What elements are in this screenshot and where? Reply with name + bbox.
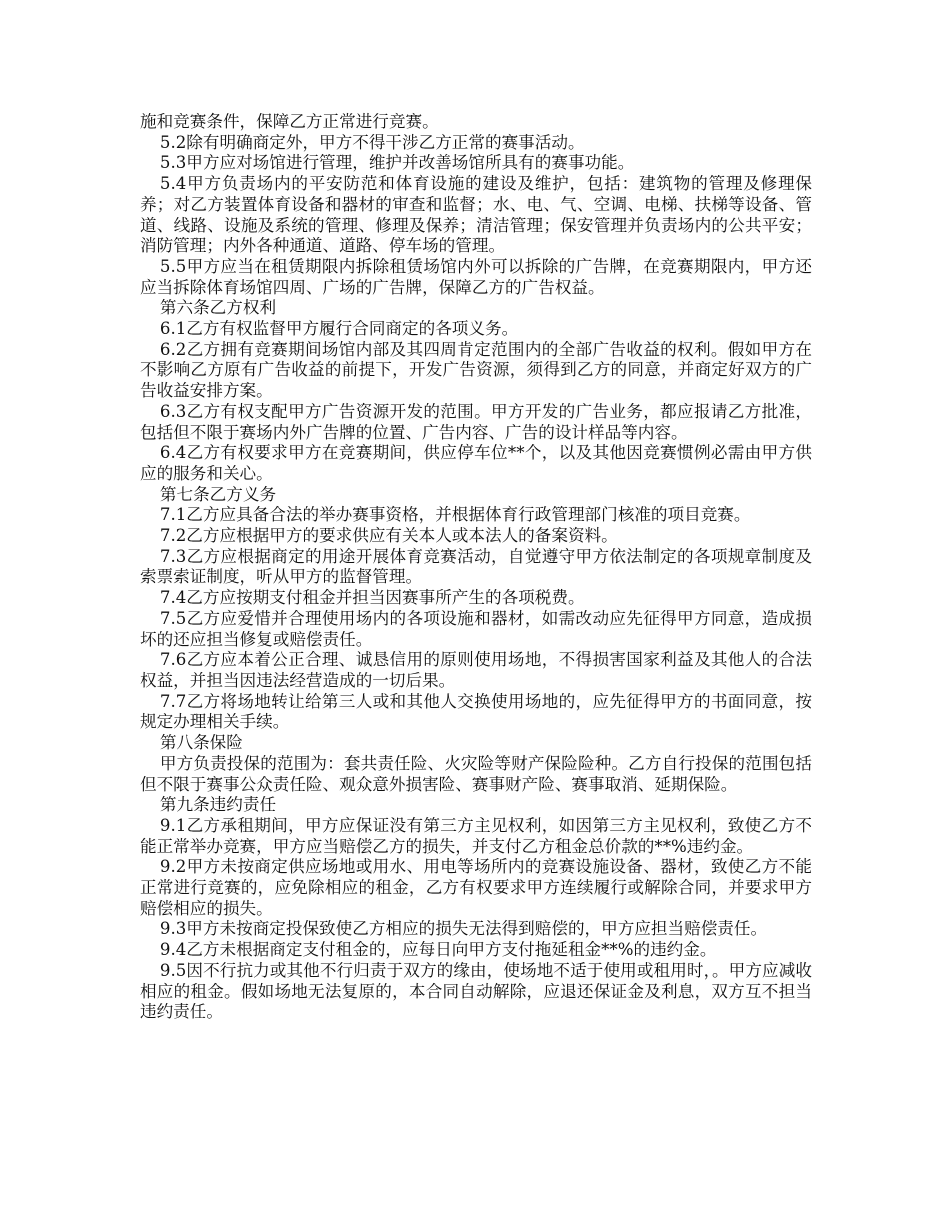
- paragraph-21: 9.1乙方承租期间，甲方应保证没有第三方主见权利，如因第三方主见权利，致使乙方不能正常举办竞赛，甲方应当赔偿乙方的损失，并支付乙方租金总价款的**%违约金。: [140, 815, 812, 856]
- paragraph-8: 6.3乙方有权支配甲方广告资源开发的范围。甲方开发的广告业务，都应报请乙方批准，包括但不限于赛场内外广告牌的位置、广告内容、广告的设计样品等内容。: [140, 401, 812, 442]
- paragraph-15: 7.5乙方应爱惜并合理使用场内的各项设施和器材，如需改动应先征得甲方同意，造成损坏的还应担当修复或赔偿责任。: [140, 608, 812, 649]
- paragraph-25: 9.5因不行抗力或其他不行归责于双方的缘由，使场地不适于使用或租用时，。甲方应减收相应的租金。假如场地无法复原的，本合同自动解除，应退还保证金及利息，双方互不担当违约责任。: [140, 960, 812, 1022]
- section-heading-9: 第九条违约责任: [159, 795, 277, 815]
- paragraph-11: 7.1乙方应具备合法的举办赛事资格，并根据体育行政管理部门核准的项目竞赛。: [159, 505, 751, 525]
- paragraph-16: 7.6乙方应本着公正合理、诚恳信用的原则使用场地，不得损害国家利益及其他人的合法权益，并担当因违法经营造成的一切后果。: [140, 650, 812, 690]
- paragraph-12: 7.2乙方应根据甲方的要求供应有关本人或本法人的备案资料。: [159, 526, 618, 546]
- paragraph-9: 6.4乙方有权要求甲方在竞赛期间，供应停车位**个，以及其他因竞赛惯例必需由甲方供应的服务和关心。: [140, 443, 812, 483]
- paragraph-19: 甲方负责投保的范围为：套共责任险、火灾险等财产保险险种。乙方自行投保的范围包括但不限于赛事公众责任险、观众意外损害险、赛事财产险、赛事取消、延期保险。: [140, 753, 812, 794]
- paragraph-24: 9.4乙方未根据商定支付租金的，应每日向甲方支付拖延租金**%的违约金。: [159, 940, 717, 960]
- paragraph-7: 6.2乙方拥有竞赛期间场馆内部及其四周肯定范围内的全部广告收益的权利。假如甲方在不影响乙方原有广告收益的前提下，开发广告资源，须得到乙方的同意，并商定好双方的广告收益安排方案。: [140, 339, 812, 401]
- paragraph-13: 7.3乙方应根据商定的用途开展体育竞赛活动，自觉遵守甲方依法制定的各项规章制度及索票索证制度，听从甲方的监督管理。: [140, 546, 812, 587]
- paragraph-4: 5.5甲方应当在租赁期限内拆除租赁场馆内外可以拆除的广告牌，在竞赛期限内，甲方还应当拆除体育场馆四周、广场的广告牌，保障乙方的广告权益。: [140, 256, 812, 297]
- paragraph-6: 6.1乙方有权监督甲方履行合同商定的各项义务。: [159, 319, 519, 339]
- paragraph-14: 7.4乙方应按期支付租金并担当因赛事所产生的各项税费。: [159, 588, 585, 608]
- section-heading-8: 第八条保险: [159, 733, 243, 753]
- paragraph-23: 9.3甲方未按商定投保致使乙方相应的损失无法得到赔偿的，甲方应担当赔偿责任。: [159, 919, 768, 939]
- paragraph-22: 9.2甲方未按商定供应场地或用水、用电等场所内的竞赛设施设备、器材，致使乙方不能正常进行竞赛的，应免除相应的租金，乙方有权要求甲方连续履行或解除合同，并要求甲方赔偿相应的损失。: [140, 857, 812, 918]
- paragraph-17: 7.7乙方将场地转让给第三人或和其他人交换使用场地的，应先征得甲方的书面同意，按规定办理相关手续。: [140, 691, 812, 732]
- section-heading-6: 第六条乙方权利: [159, 298, 277, 318]
- paragraph-0: 施和竞赛条件，保障乙方正常进行竞赛。: [140, 112, 439, 131]
- paragraph-2: 5.3甲方应对场馆进行管理，维护并改善场馆所具有的赛事功能。: [159, 153, 635, 173]
- paragraph-3: 5.4甲方负责场内的平安防范和体育设施的建设及维护，包括：建筑物的管理及修理保养；对乙方装置体育设备和器材的审查和监督；水、电、气、空调、电梯、扶梯等设备、管道、线路、设施及系统的管理、修理及保养；清洁管理；保安管理并负责场内的公共平安；消防管理；内外各种通道、道路、停车场的管理。: [140, 174, 812, 256]
- section-heading-7: 第七条乙方义务: [159, 484, 277, 504]
- document-page: [140, 112, 812, 1023]
- paragraph-1: 5.2除有明确商定外，甲方不得干涉乙方正常的赛事活动。: [159, 132, 585, 152]
